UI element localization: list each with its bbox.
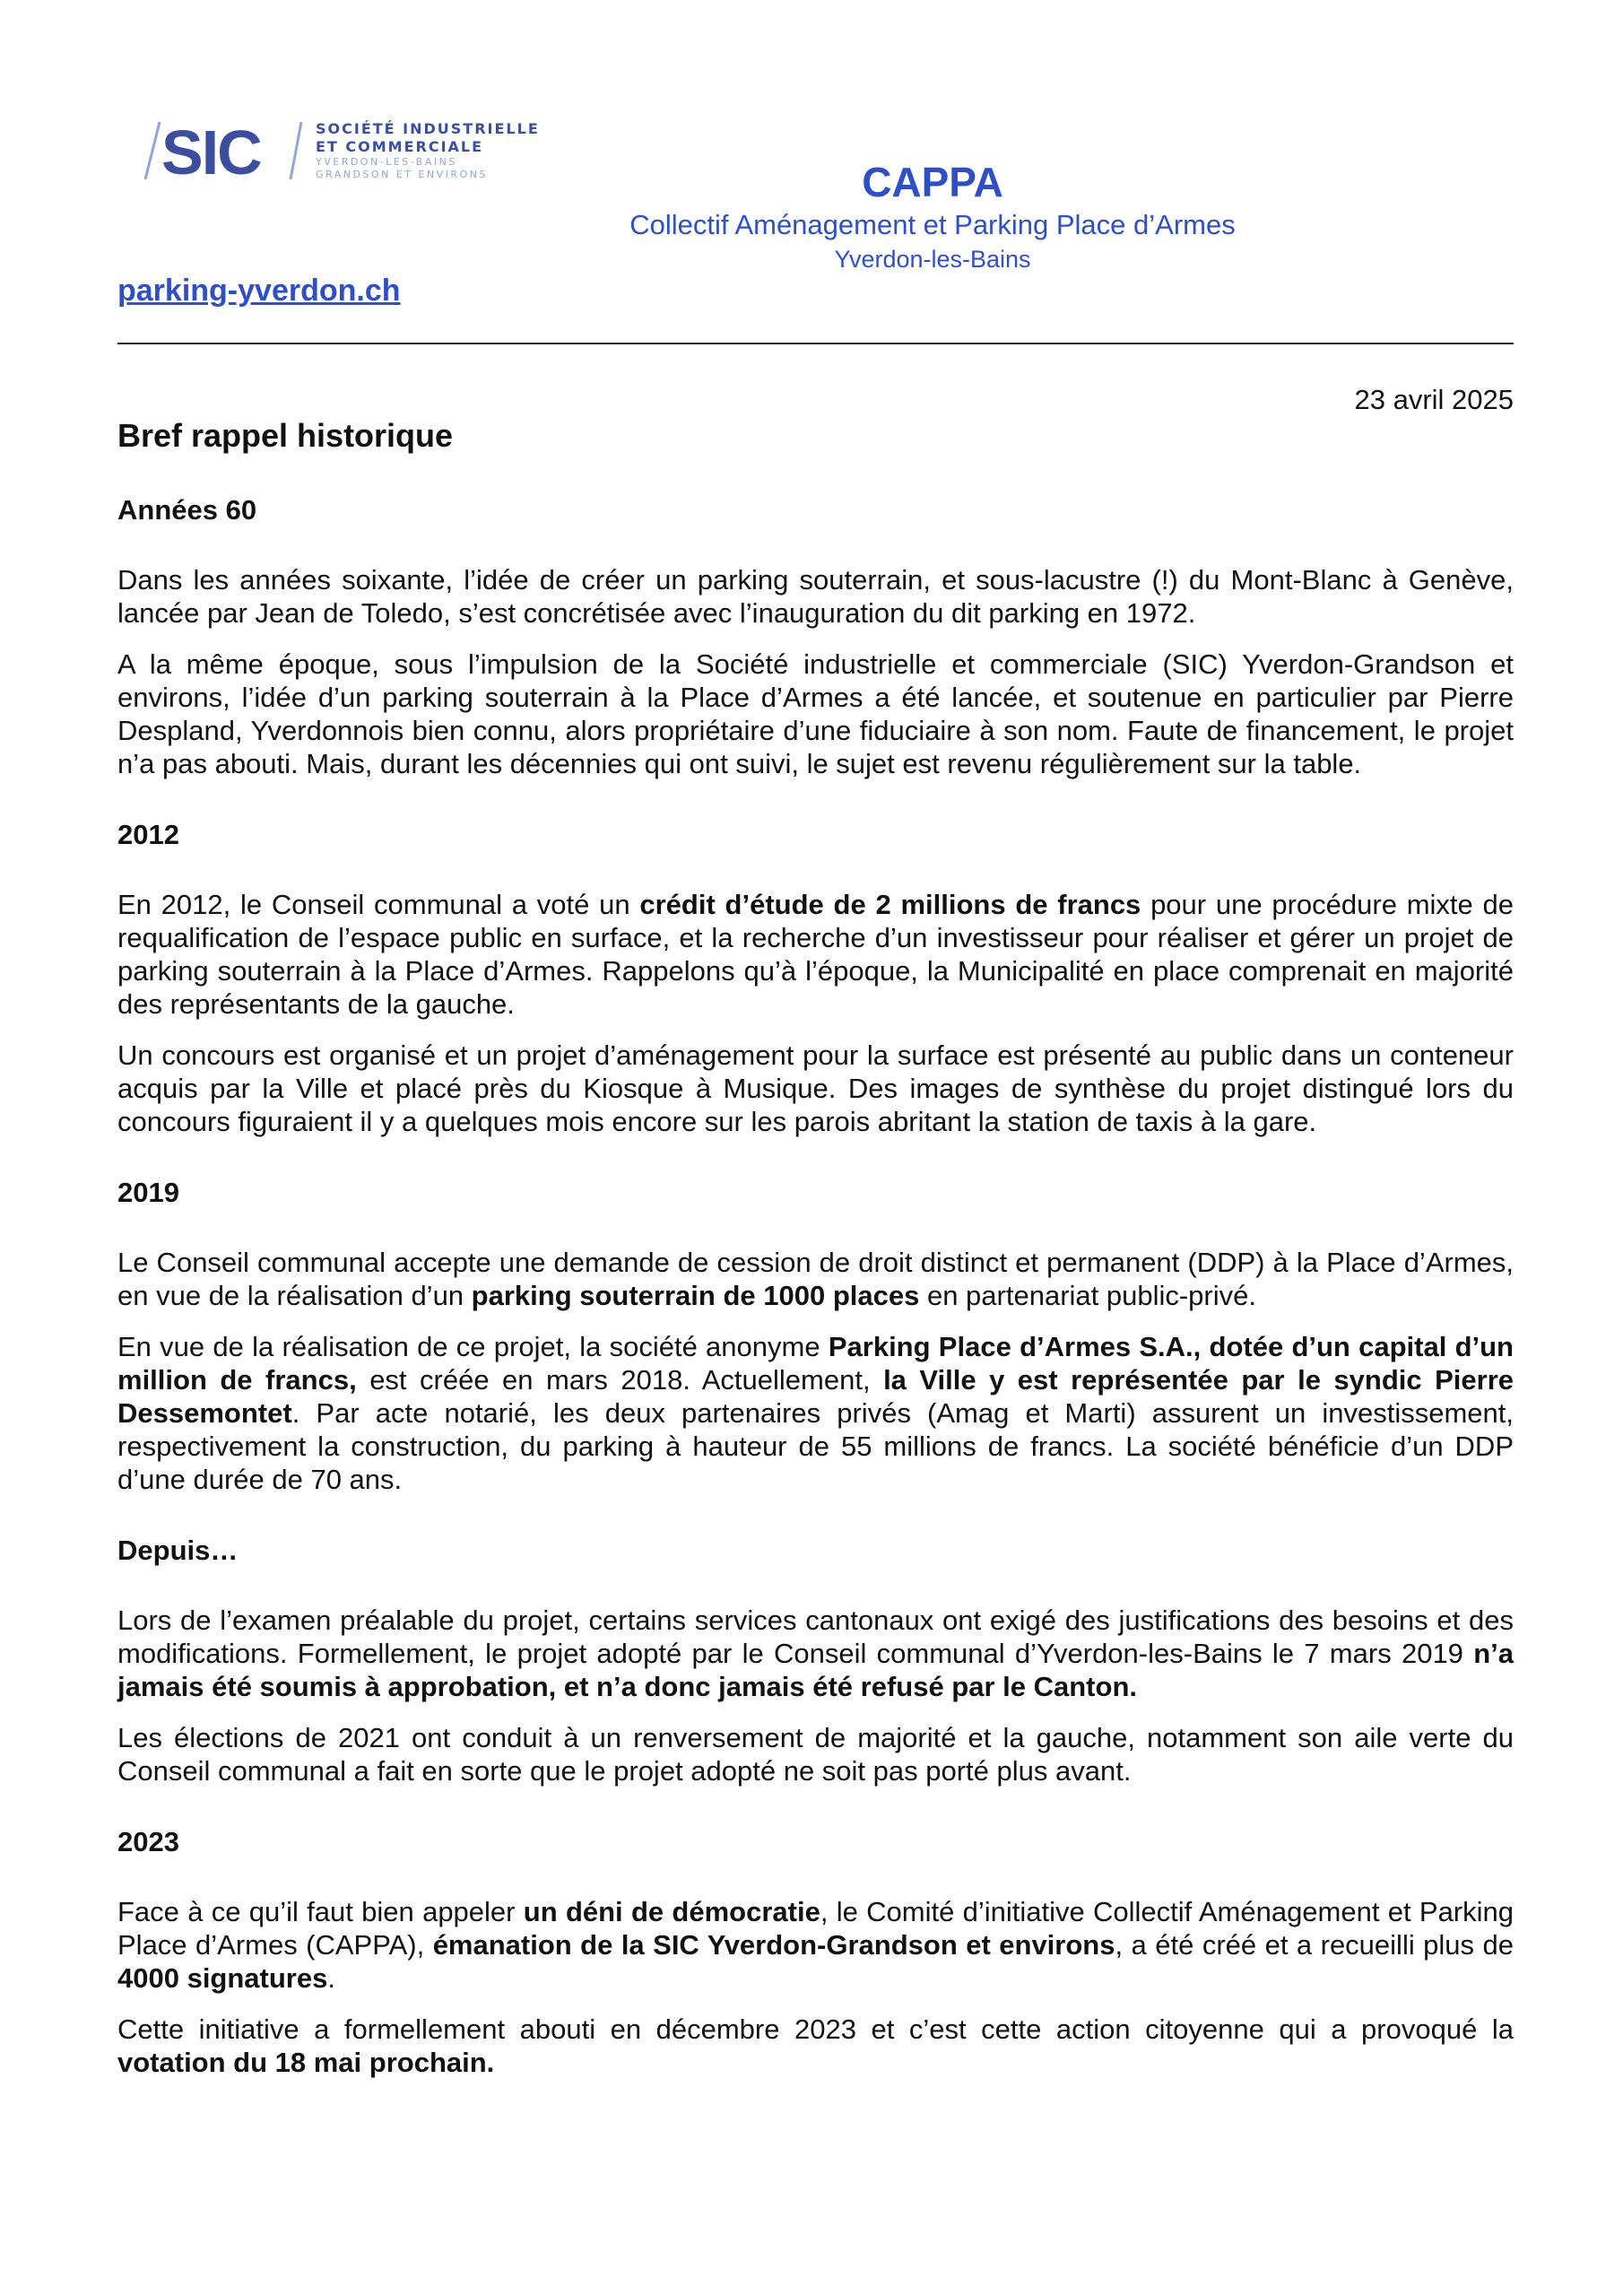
paragraph: En vue de la réalisation de ce projet, la société anonyme Parking Place d’Armes S.A., dotée d’un capital d’un million de francs, est créée en mars 2018. Actuellement, la Ville y est représentée par le syndic Pierre Dessemontet. Par acte notarié, les deux partenaires privés (Amag et Marti) assurent un investissement, respectivement la construction, du parking à hauteur de 55 millions de francs. La société bénéficie d’un DDP d’une durée de 70 ans. (117, 1331, 1515, 1495)
section-heading-depuis: Depuis… (117, 1535, 239, 1566)
paragraph: A la même époque, sous l’impulsion de la Société industrielle et commerciale (SIC) Yverdon-Grandson et environs, l’idée d’un parking souterrain à la Place d’Armes a été lancée, et soutenue en particulier par Pierre Despland, Yverdonnois bien connu, alors propriétaire d’une fiduciaire à son nom. Faute de financement, le projet n’a pas abouti. Mais, durant les décennies qui ont suivi, le sujet est revenu régulièrement sur la table. (117, 648, 1514, 779)
paragraph: En 2012, le Conseil communal a voté un crédit d’étude de 2 millions de francs pour une procédure mixte de requalification de l’espace public en surface, et la recherche d’un investisseur pour réaliser et gérer un projet de parking souterrain à la Place d’Armes. Rappelons qu’à l’époque, la Municipalité en place comprenait en majorité des représentants de la gauche. (117, 889, 1514, 1020)
logo-line-2: ET COMMERCIALE (316, 138, 484, 155)
sic-logo-lettering: SIC (161, 117, 261, 187)
logo-line-4: GRANDSON ET ENVIRONS (316, 169, 488, 180)
website-link[interactable]: parking-yverdon.ch (117, 274, 401, 308)
document-date: 23 avril 2025 (1354, 384, 1514, 415)
logo-line-1: SOCIÉTÉ INDUSTRIELLE (316, 120, 540, 137)
cappa-header (574, 157, 1291, 275)
cappa-subtitle: Collectif Aménagement et Parking Place d’Armes (629, 209, 1236, 240)
document-body (117, 414, 1514, 2097)
cappa-title: CAPPA (862, 159, 1003, 205)
section-heading-2023: 2023 (117, 1826, 179, 1857)
header-divider (117, 343, 1514, 344)
sic-logo-mark (133, 115, 303, 187)
sic-logo (133, 115, 540, 187)
paragraph: Un concours est organisé et un projet d’aménagement pour la surface est présenté au public dans un conteneur acquis par la Ville et placé près du Kiosque à Musique. Des images de synthèse du projet distingué lors du concours figuraient il y a quelques mois encore sur les parois abritant la station de taxis à la gare. (117, 1039, 1514, 1137)
section-heading-2019: 2019 (117, 1177, 179, 1208)
cappa-city: Yverdon-les-Bains (834, 246, 1031, 273)
document-title: Bref rappel historique (117, 417, 454, 454)
paragraph: Lors de l’examen préalable du projet, certains services cantonaux ont exigé des justifications des besoins et des modifications. Formellement, le projet adopté par le Conseil communal d’Yverdon-les-Bains le 7 mars 2019 n’a jamais été soumis à approbation, et n’a donc jamais été refusé par le Canton. (117, 1605, 1514, 1702)
section-heading-annees-60: Années 60 (117, 494, 257, 526)
paragraph: Face à ce qu’il faut bien appeler un déni de démocratie, le Comité d’initiative Collectif Aménagement et Parking Place d’Armes (CAPPA), émanation de la SIC Yverdon-Grandson et environs, a été créé et a recueilli plus de 4000 signatures. (117, 1896, 1514, 1994)
paragraph: Cette initiative a formellement abouti en décembre 2023 et c’est cette action citoyenne qui a provoqué la votation du 18 mai prochain. (117, 2013, 1514, 2078)
section-heading-2012: 2012 (117, 819, 179, 850)
sic-logo-text (316, 120, 540, 181)
paragraph: Dans les années soixante, l’idée de créer un parking souterrain, et sous-lacustre (!) du Mont-Blanc à Genève, lancée par Jean de Toledo, s’est concrétisée avec l’inauguration du dit parking en 1972. (117, 564, 1514, 629)
logo-line-3: YVERDON-LES-BAINS (316, 156, 457, 168)
paragraph: Les élections de 2021 ont conduit à un renversement de majorité et la gauche, notamment son aile verte du Conseil communal a fait en sorte que le projet adopté ne soit pas porté plus avant. (117, 1722, 1514, 1787)
paragraph: Le Conseil communal accepte une demande de cession de droit distinct et permanent (DDP) à la Place d’Armes, en vue de la réalisation d’un parking souterrain de 1000 places en partenariat public-privé. (117, 1247, 1514, 1311)
